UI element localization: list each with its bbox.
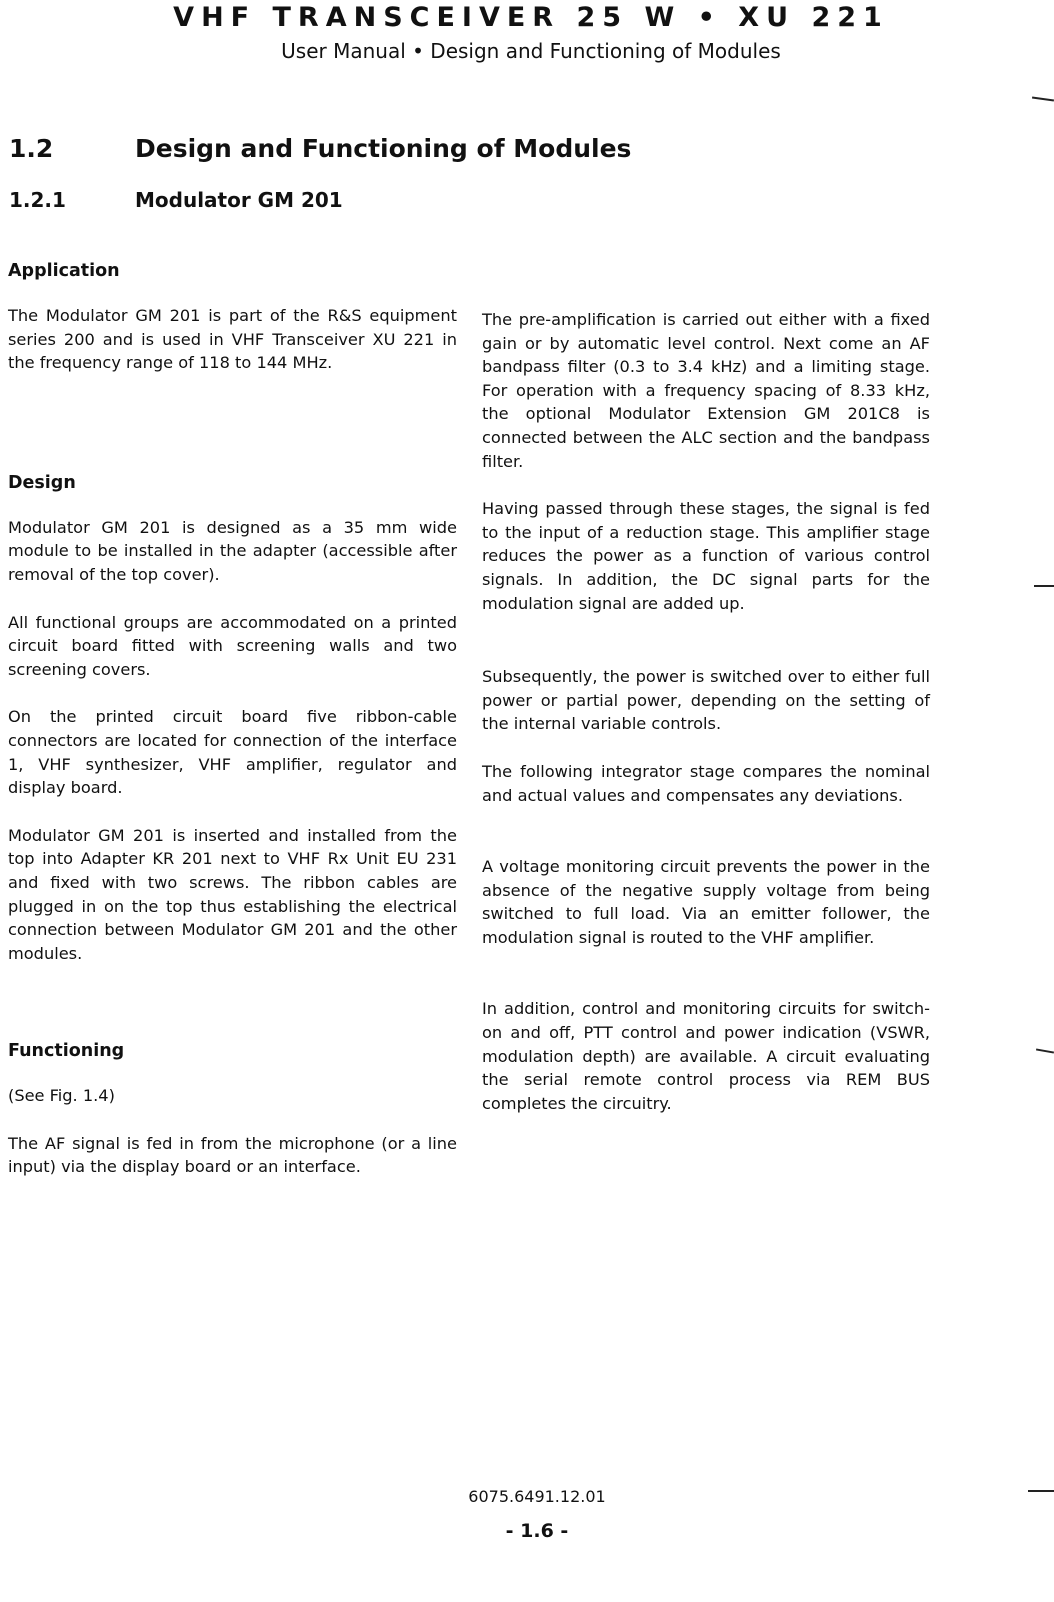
- document-number: 6075.6491.12.01: [468, 1487, 606, 1506]
- functioning-paragraph-6: A voltage monitoring circuit prevents the power in the absence of the negative supply voltage from being switched to full load. Via an emitter follower, the modulation signal is routed to the VHF amplifier.: [482, 857, 930, 947]
- scan-edge-mark: [1032, 96, 1054, 101]
- subsection-title: Modulator GM 201: [135, 188, 343, 212]
- scan-edge-mark: [1028, 1490, 1054, 1492]
- design-paragraph-4: Modulator GM 201 is inserted and installed from the top into Adapter KR 201 next to VHF Rx Unit EU 231 and fixed with two screws. The ribbon cables are plugged in on the top thus establishing the electrical connection between Modulator GM 201 and the other modules.: [8, 825, 457, 963]
- section-title: Design and Functioning of Modules: [135, 134, 632, 163]
- subsection-number: 1.2.1: [9, 188, 66, 212]
- right-column: [482, 259, 930, 1115]
- functioning-paragraph-7: In addition, control and monitoring circuits for switch-on and off, PTT control and power indication (VSWR, modulation depth) are available. A circuit evaluating the serial remote control process via REM BUS completes the circuitry.: [482, 999, 930, 1113]
- left-column: [8, 259, 457, 1179]
- design-paragraph-1: Modulator GM 201 is designed as a 35 mm wide module to be installed in the adapter (accessible after removal of the top cover).: [8, 517, 457, 584]
- functioning-figure-reference: (See Fig. 1.4): [8, 1086, 115, 1106]
- section-number: 1.2: [9, 134, 54, 163]
- functioning-paragraph-2: The pre-amplification is carried out either with a fixed gain or by automatic level control. Next come an AF bandpass filter (0.3 to 3.4 kHz) and a limiting stage. For operation with a frequency spacing of 8.33 kHz, the optional Modulator Extension GM 201C8 is connected between the ALC section and the bandpass filter.: [482, 310, 930, 471]
- scan-edge-mark: [1036, 1048, 1054, 1053]
- application-heading: Application: [8, 261, 120, 281]
- functioning-heading: Functioning: [8, 1041, 125, 1062]
- design-paragraph-3: On the printed circuit board five ribbon-cable connectors are located for connection of the interface 1, VHF synthesizer, VHF amplifier, regulator and display board.: [8, 707, 457, 798]
- application-paragraph: The Modulator GM 201 is part of the R&S equipment series 200 and is used in VHF Transceiver XU 221 in the frequency range of 118 to 144 MHz.: [8, 306, 457, 373]
- functioning-paragraph-4: Subsequently, the power is switched over to either full power or partial power, depending on the setting of the internal variable controls.: [482, 667, 930, 734]
- design-heading: Design: [8, 472, 76, 493]
- design-paragraph-2: All functional groups are accommodated on a printed circuit board fitted with screening walls and two screening covers.: [8, 612, 457, 679]
- functioning-paragraph-5: The following integrator stage compares the nominal and actual values and compensates any deviations.: [482, 761, 930, 805]
- running-header-title: VHF TRANSCEIVER 25 W • XU 221: [173, 2, 889, 33]
- functioning-paragraph-3: Having passed through these stages, the signal is fed to the input of a reduction stage. This amplifier stage reduces the power as a function of various control signals. In addition, the DC signal parts for the modulation signal are added up.: [482, 499, 930, 613]
- scan-edge-mark: [1034, 585, 1054, 587]
- page-number: - 1.6 -: [505, 1520, 569, 1542]
- functioning-paragraph-1: The AF signal is fed in from the microphone (or a line input) via the display board or an interface.: [8, 1133, 457, 1177]
- running-header-subtitle: User Manual • Design and Functioning of Modules: [281, 39, 781, 63]
